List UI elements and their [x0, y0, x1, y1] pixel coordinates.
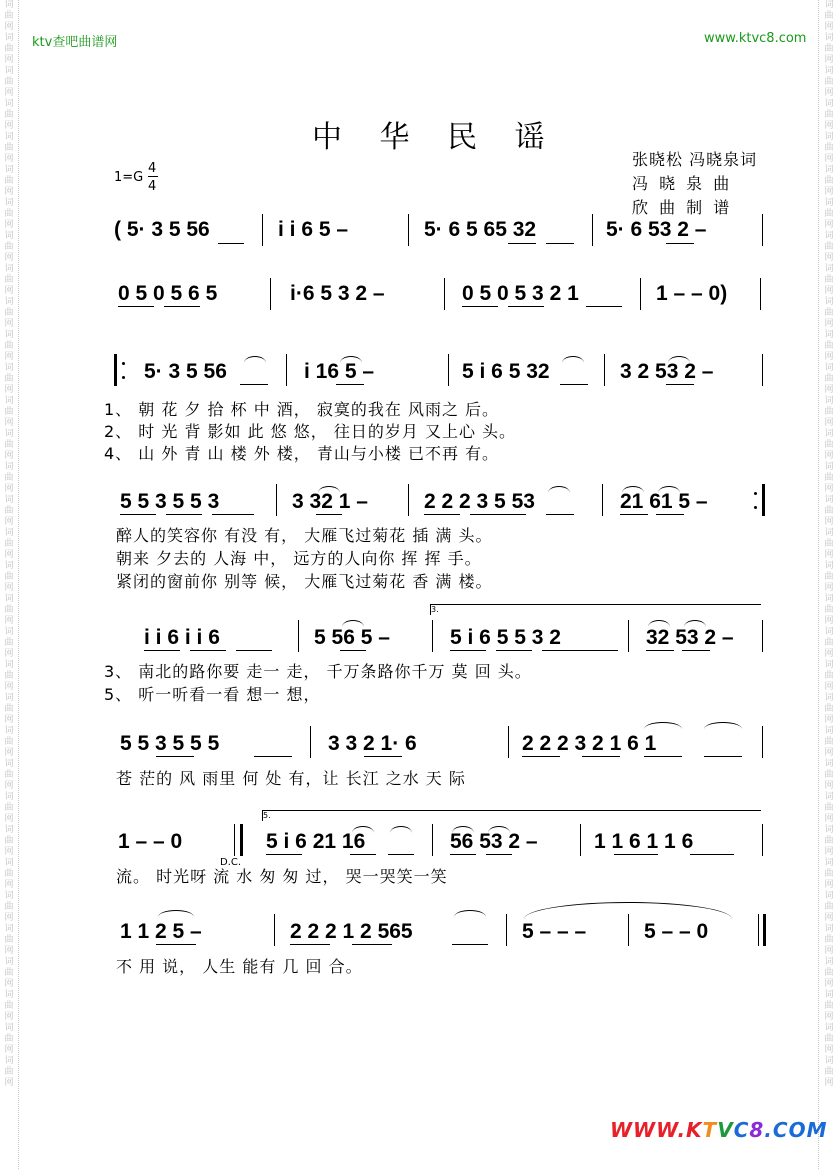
logo-prefix: WWW. [610, 1118, 687, 1142]
barline [432, 824, 433, 856]
beam [620, 514, 648, 515]
measure-5-2: 5 56 5 – [314, 626, 390, 649]
beam [144, 650, 180, 651]
da-capo-mark: D.C. [220, 857, 242, 868]
measure-8-1: 1 1 2 5 – [120, 920, 202, 943]
lyric-verse-3: 紧闭的窗前你 别等 候， 大雁飞过菊花 香 满 楼。 [116, 572, 493, 591]
lyric-verse-2: 朝来 夕去的 人海 中， 远方的人向你 挥 挥 手。 [116, 549, 482, 568]
repeat-start-barline [114, 354, 117, 386]
repeat-end-barline [762, 484, 765, 516]
slur [158, 910, 194, 917]
barline [408, 484, 409, 516]
lyric-line: 流。 时光呀 流 水 匆 匆 过， 哭一哭笑一笑 [116, 867, 448, 886]
composer-credit: 冯 晓 泉 曲 [632, 174, 733, 193]
beam [240, 384, 268, 385]
logo-letter: T [702, 1118, 718, 1142]
barline [234, 824, 235, 856]
measure-2-4: 1 – – 0) [656, 282, 728, 305]
beam [582, 756, 620, 757]
beam [614, 854, 658, 855]
slur [340, 356, 362, 363]
volta-3-label: 3. [431, 605, 439, 614]
measure-4-1: 5 5 3 5 5 3 [120, 490, 220, 513]
barline [270, 278, 271, 310]
measure-4-4: 21 61 5 – [620, 490, 708, 513]
beam [462, 306, 498, 307]
beam [666, 243, 694, 244]
measure-8-4: 5 – – 0 [644, 920, 709, 943]
beam [522, 756, 560, 757]
time-signature-bottom: 4 [148, 179, 157, 194]
beam [352, 944, 392, 945]
barline [508, 726, 509, 758]
slur [452, 826, 474, 833]
slur [648, 620, 670, 627]
beam [120, 514, 156, 515]
barline [408, 214, 409, 246]
beam [424, 514, 460, 515]
end-barline [760, 278, 761, 310]
beam [316, 514, 342, 515]
measure-1-4: 5· 6 53 2 – [606, 218, 707, 241]
repeat-dot [122, 376, 125, 379]
measure-8-3: 5 – – – [522, 920, 587, 943]
beam [118, 306, 154, 307]
logo-letter: 8 [749, 1118, 765, 1142]
beam [290, 944, 330, 945]
lyric-line: 苍 茫的 风 雨里 何 处 有，让 长江 之水 天 际 [116, 769, 466, 788]
beam [682, 650, 710, 651]
beam [340, 650, 366, 651]
left-margin-line [18, 0, 19, 1169]
barline [444, 278, 445, 310]
slur [548, 486, 570, 493]
barline [762, 726, 763, 758]
slur [658, 486, 680, 493]
beam [586, 306, 622, 307]
final-barline-thick [763, 914, 766, 946]
beam [236, 650, 272, 651]
measure-8-2: 2 2 2 1 2 565 [290, 920, 413, 943]
slur [668, 356, 690, 363]
logo-letter: V [717, 1118, 734, 1142]
repeat-dot [754, 506, 757, 509]
barline [602, 484, 603, 516]
lyric-verse-2: 2、 时 光 背 影如 此 悠 悠， 往日的岁月 又上心 头。 [104, 422, 517, 441]
lyric-verse-4: 4、 山 外 青 山 楼 外 楼， 青山与小楼 已不再 有。 [104, 444, 500, 463]
logo-letter: K [686, 1118, 703, 1142]
beam [546, 514, 574, 515]
tie [524, 902, 732, 919]
slur [622, 486, 644, 493]
song-title: 中 华 民 谣 [312, 120, 559, 155]
barline [298, 620, 299, 652]
barline [580, 824, 581, 856]
beam [254, 756, 292, 757]
beam [218, 243, 244, 244]
barline [274, 914, 275, 946]
beam [560, 384, 588, 385]
time-signature-top: 4 [148, 161, 157, 176]
beam [690, 854, 734, 855]
measure-7-4: 1 1 6 1 1 6 [594, 830, 694, 853]
measure-7-1: 1 – – 0 [118, 830, 183, 853]
measure-2-2: i·6 5 3 2 – [290, 282, 385, 305]
logo-suffix: .COM [764, 1118, 828, 1142]
beam [156, 756, 194, 757]
slur [244, 356, 266, 363]
beam [452, 944, 488, 945]
lyric-verse-1: 醉人的笑容你 有没 有， 大雁飞过菊花 插 满 头。 [116, 526, 493, 545]
slur [454, 910, 486, 917]
beam [350, 854, 376, 855]
beam [508, 306, 544, 307]
beam [364, 756, 402, 757]
volta-5-label: 5. [263, 811, 271, 820]
beam [508, 243, 536, 244]
slur [390, 826, 412, 833]
end-barline [240, 824, 243, 856]
lyric-verse-1: 1、 朝 花 夕 拾 杯 中 酒， 寂寞的我在 风雨之 后。 [104, 400, 500, 419]
slur [318, 486, 340, 493]
beam [546, 243, 574, 244]
beam [266, 854, 302, 855]
lyric-line: 不 用 说， 人生 能有 几 回 合。 [116, 957, 363, 976]
measure-3-1: 5· 3 5 56 [144, 360, 227, 383]
beam [644, 756, 682, 757]
site-name-left[interactable]: ktv查吧曲谱网 [32, 35, 118, 50]
beam [156, 944, 196, 945]
slur [342, 620, 364, 627]
beam [470, 514, 526, 515]
barline [762, 214, 763, 246]
barline [604, 354, 605, 386]
measure-4-3: 2 2 2 3 5 53 [424, 490, 535, 513]
beam [656, 514, 684, 515]
measure-6-3: 2 2 2 3 2 1 6 1 [522, 732, 657, 755]
slur [562, 356, 584, 363]
slur [488, 826, 510, 833]
beam [666, 384, 694, 385]
measure-2-3: 0 5 0 5 3 2 1 [462, 282, 579, 305]
volta-5 [262, 810, 761, 821]
slur [644, 722, 682, 729]
measure-6-1: 5 5 3 5 5 5 [120, 732, 220, 755]
measure-7-3: 56 53 2 – [450, 830, 538, 853]
measure-3-2: i 16 5 – [304, 360, 375, 383]
logo-letter: C [733, 1118, 750, 1142]
beam [450, 650, 486, 651]
measure-4-2: 3 32 1 – [292, 490, 368, 513]
beam [336, 384, 364, 385]
beam [164, 306, 200, 307]
barline [592, 214, 593, 246]
beam [190, 650, 226, 651]
beam [166, 514, 202, 515]
repeat-dot [754, 492, 757, 495]
lyricist-credit: 张晓松 冯晓泉词 [632, 150, 758, 169]
volta-3 [430, 604, 761, 615]
left-side-watermark: 词曲网词曲网词曲网词曲网词曲网词曲网词曲网词曲网词曲网词曲网词曲网词曲网词曲网词曲网词曲网词曲网词曲网词曲网词曲网词曲网词曲网词曲网词曲网词曲网词曲网词曲网词曲网词曲网词曲网词曲网词曲网词曲网词曲网 [4, 0, 14, 1088]
beam [212, 514, 254, 515]
beam [486, 854, 512, 855]
barline [762, 354, 763, 386]
beam [496, 650, 532, 651]
measure-1-1: ( 5· 3 5 56 [114, 218, 210, 241]
barline [276, 484, 277, 516]
time-signature-line [148, 176, 158, 177]
right-side-watermark: 词曲网词曲网词曲网词曲网词曲网词曲网词曲网词曲网词曲网词曲网词曲网词曲网词曲网词曲网词曲网词曲网词曲网词曲网词曲网词曲网词曲网词曲网词曲网词曲网词曲网词曲网词曲网词曲网词曲网词曲网词曲网词曲网词曲网 [824, 0, 834, 1088]
slur [704, 722, 742, 729]
beam [646, 650, 674, 651]
site-url-right[interactable]: www.ktvc8.com [704, 31, 807, 46]
right-margin-line [818, 0, 819, 1169]
barline [762, 824, 763, 856]
barline [262, 214, 263, 246]
key-signature: 1=G [114, 170, 144, 185]
repeat-dot [122, 362, 125, 365]
barline [432, 620, 433, 652]
measure-5-3: 5 i 6 5 5 3 2 [450, 626, 561, 649]
measure-3-3: 5 i 6 5 32 [462, 360, 550, 383]
slur [352, 826, 374, 833]
barline [506, 914, 507, 946]
final-barline [758, 914, 759, 946]
site-logo[interactable] [610, 1118, 827, 1142]
lyric-verse-5: 5、 听一听看一看 想一 想， [104, 685, 321, 704]
measure-6-2: 3 3 2 1· 6 [328, 732, 417, 755]
barline [640, 278, 641, 310]
measure-5-4: 32 53 2 – [646, 626, 734, 649]
barline [310, 726, 311, 758]
barline [628, 620, 629, 652]
lyric-verse-3: 3、 南北的路你要 走一 走， 千万条路你千万 莫 回 头。 [104, 662, 532, 681]
barline [762, 620, 763, 652]
measure-7-2: 5 i 6 21 16 [266, 830, 366, 853]
arranger-credit: 欣 曲 制 谱 [632, 198, 733, 217]
measure-2-1: 0 5 0 5 6 5 [118, 282, 218, 305]
measure-3-4: 3 2 53 2 – [620, 360, 714, 383]
beam [542, 650, 618, 651]
beam [450, 854, 476, 855]
beam [388, 854, 414, 855]
barline [448, 354, 449, 386]
measure-1-2: i i 6 5 – [278, 218, 349, 241]
slur [684, 620, 706, 627]
measure-5-1: i i 6 i i 6 [144, 626, 220, 649]
measure-1-3: 5· 6 5 65 32 [424, 218, 537, 241]
beam [704, 756, 742, 757]
barline [286, 354, 287, 386]
